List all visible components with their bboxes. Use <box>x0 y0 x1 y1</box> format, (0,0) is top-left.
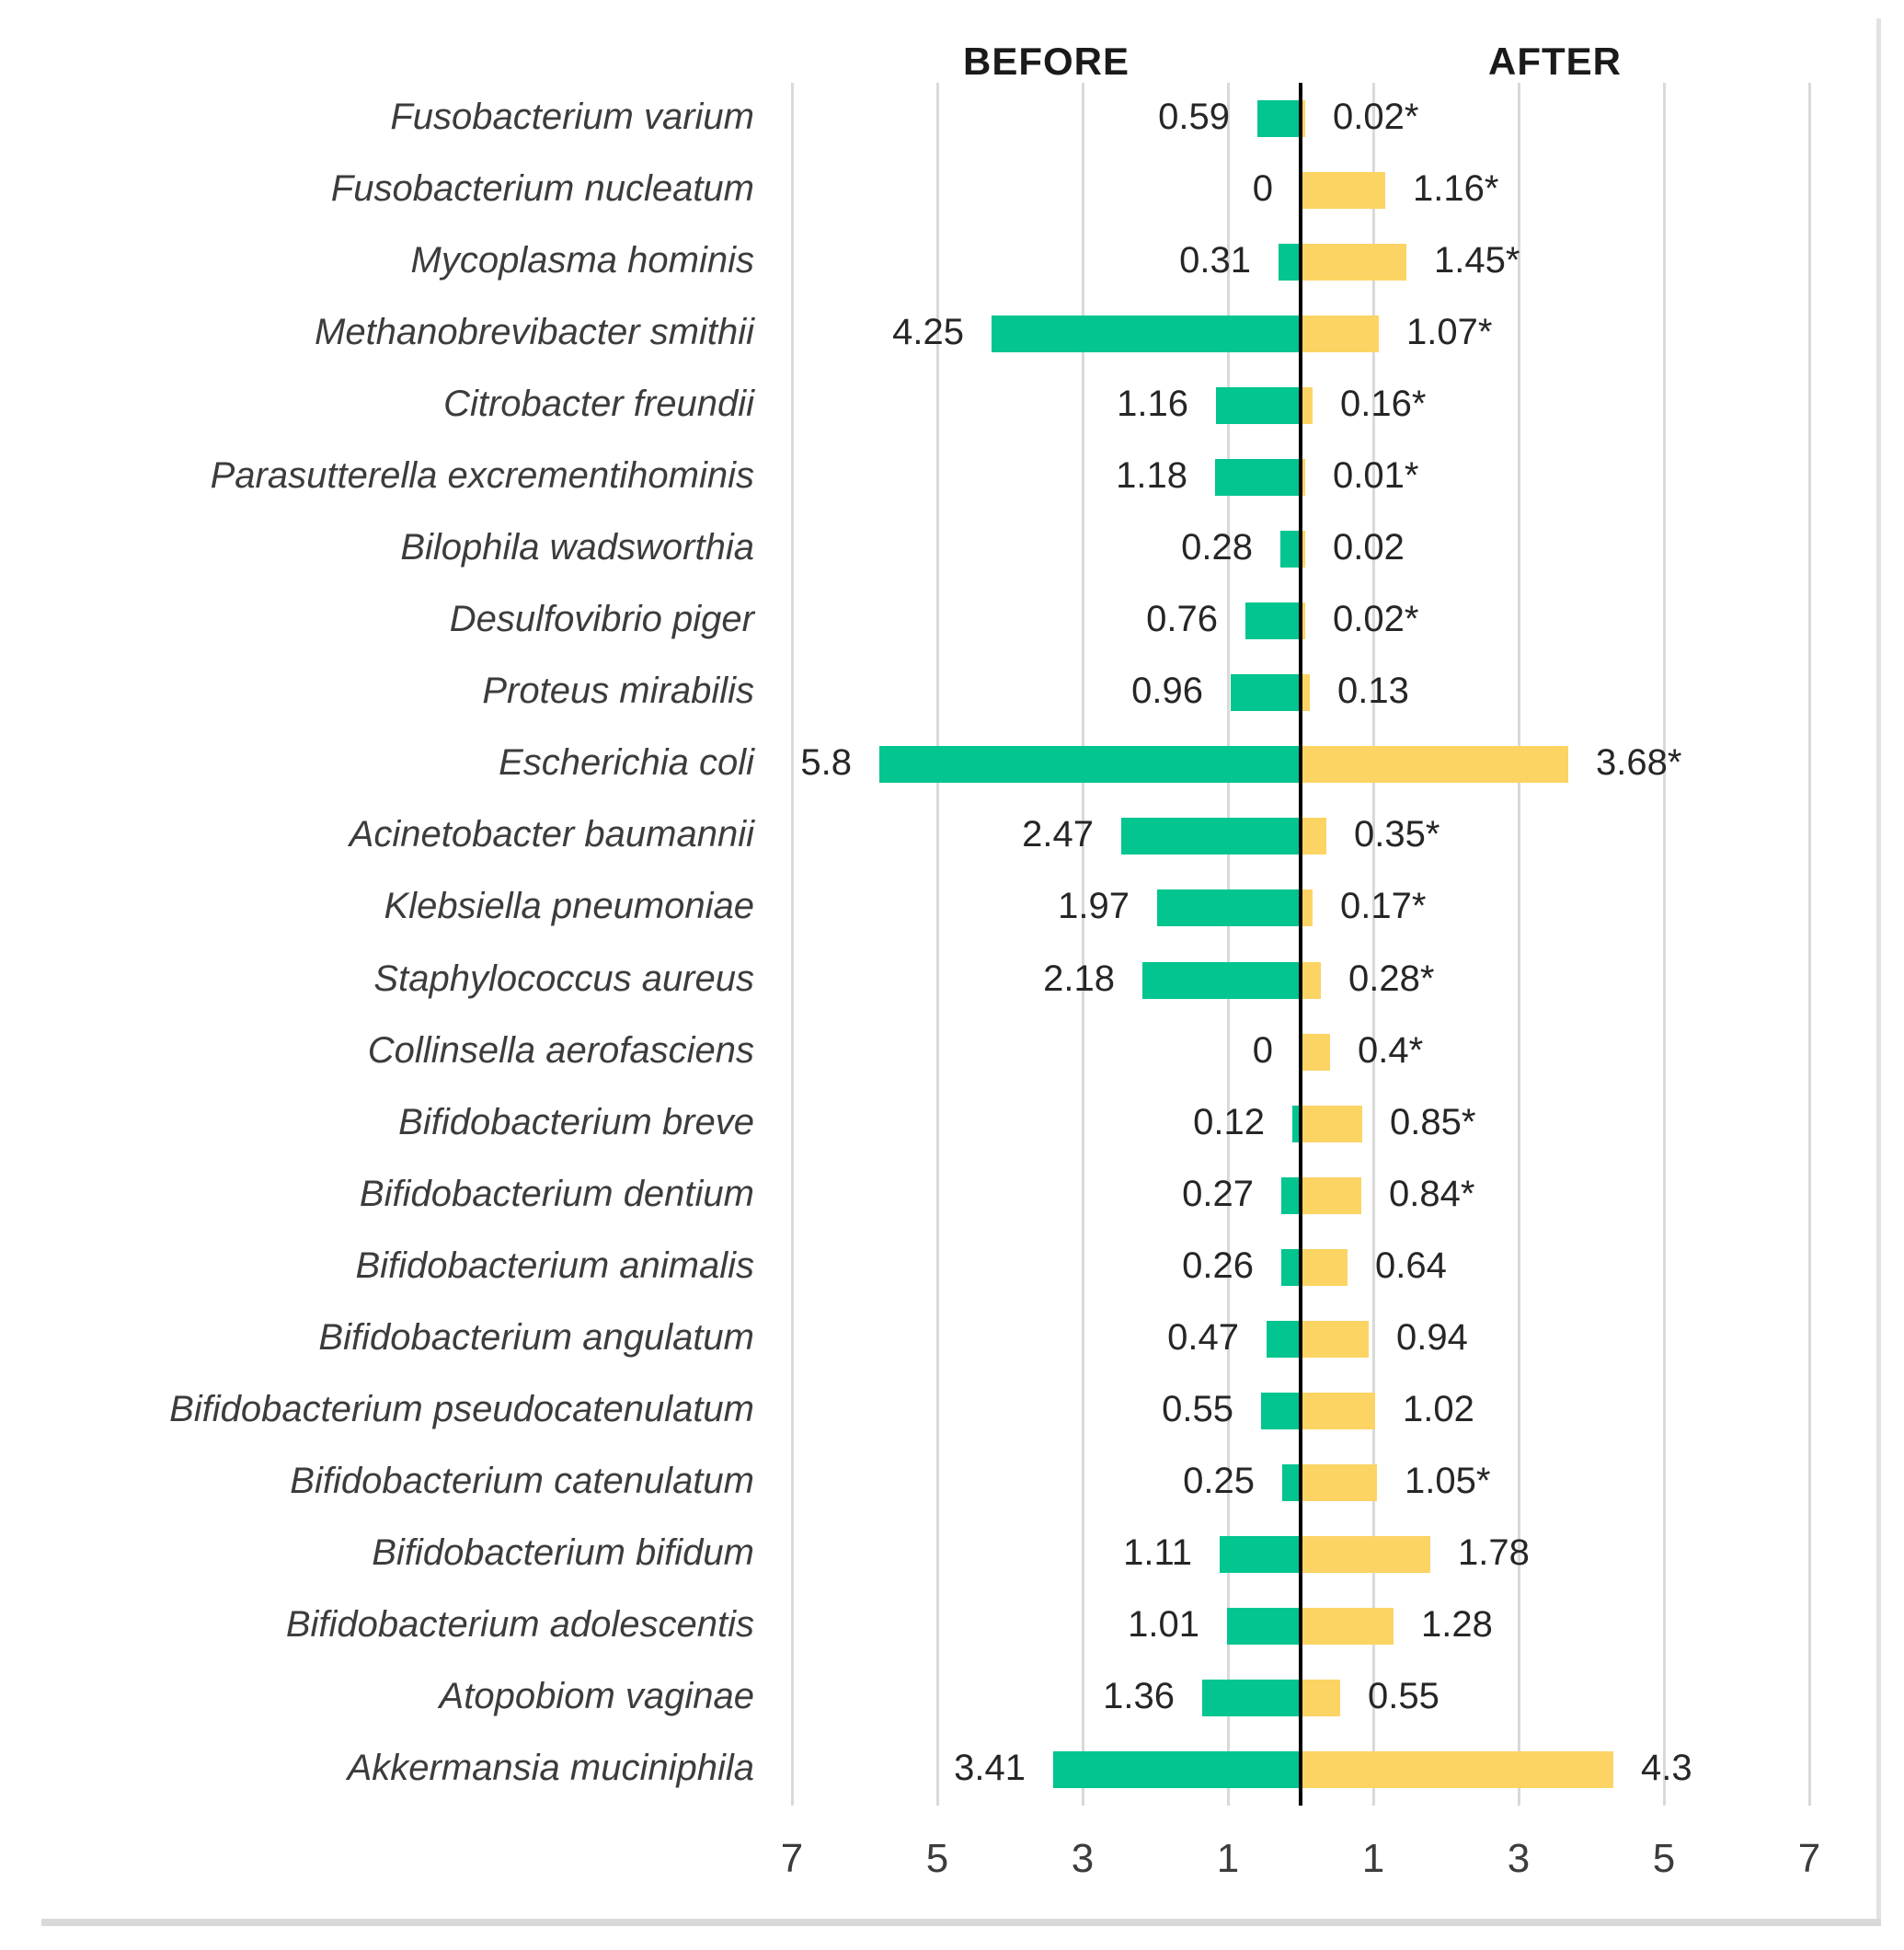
after-value-label: 0.02 <box>1333 527 1405 568</box>
before-value-label: 2.47 <box>1022 814 1094 855</box>
species-label: Bilophila wadsworthia <box>400 527 754 568</box>
before-bar <box>1215 459 1301 496</box>
before-bar <box>1282 1464 1301 1501</box>
before-bar <box>1053 1751 1301 1788</box>
after-value-label: 0.4* <box>1358 1030 1424 1071</box>
before-bar <box>1280 531 1301 568</box>
species-label: Desulfovibrio piger <box>449 599 754 639</box>
before-value-label: 0.76 <box>1146 599 1218 639</box>
before-value-label: 0.55 <box>1162 1389 1233 1429</box>
x-axis-tick-label: 3 <box>1071 1836 1095 1881</box>
species-label: Citrobacter freundii <box>443 384 754 424</box>
after-value-label: 0.01* <box>1333 455 1419 496</box>
before-bar <box>1245 602 1301 639</box>
before-bar <box>1216 387 1301 424</box>
after-value-label: 0.64 <box>1375 1245 1447 1286</box>
after-value-label: 0.84* <box>1389 1174 1475 1214</box>
after-bar <box>1301 1106 1362 1142</box>
series-header-after: AFTER <box>1488 40 1622 83</box>
after-value-label: 1.45* <box>1434 240 1520 281</box>
species-label: Atopobiom vaginae <box>439 1676 754 1716</box>
x-axis-tick-label: 7 <box>780 1836 804 1881</box>
after-value-label: 0.55 <box>1368 1676 1439 1716</box>
before-value-label: 1.18 <box>1116 455 1187 496</box>
after-value-label: 1.28 <box>1421 1604 1493 1645</box>
before-bar <box>1261 1393 1301 1429</box>
species-label: Bifidobacterium breve <box>398 1102 754 1142</box>
after-bar <box>1301 1464 1377 1501</box>
series-header-before: BEFORE <box>962 40 1130 83</box>
after-value-label: 4.3 <box>1641 1748 1692 1788</box>
species-label: Collinsella aerofasciens <box>367 1030 754 1071</box>
species-label: Bifidobacterium adolescentis <box>285 1604 754 1645</box>
before-value-label: 0.28 <box>1181 527 1253 568</box>
x-axis-tick-label: 5 <box>1652 1836 1676 1881</box>
species-label: Proteus mirabilis <box>482 671 754 711</box>
after-value-label: 1.78 <box>1458 1532 1530 1573</box>
after-value-label: 3.68* <box>1596 742 1682 783</box>
species-label: Bifidobacterium catenulatum <box>290 1461 754 1501</box>
species-label: Bifidobacterium dentium <box>359 1174 754 1214</box>
before-bar <box>1267 1321 1301 1358</box>
x-axis-tick-label: 3 <box>1507 1836 1531 1881</box>
after-bar <box>1301 962 1321 999</box>
after-value-label: 0.28* <box>1348 958 1435 999</box>
before-value-label: 3.41 <box>954 1748 1026 1788</box>
species-label: Parasutterella excrementihominis <box>210 455 754 496</box>
after-value-label: 0.35* <box>1354 814 1440 855</box>
after-bar <box>1301 818 1326 855</box>
gridline <box>1808 83 1811 1806</box>
before-bar <box>879 746 1301 783</box>
before-value-label: 0 <box>1252 1030 1273 1071</box>
before-bar <box>1279 244 1301 281</box>
x-axis-tick-label: 1 <box>1361 1836 1385 1881</box>
zero-axis-line <box>1299 83 1302 1806</box>
before-value-label: 0 <box>1252 168 1273 209</box>
page-bottom-border <box>41 1919 1881 1926</box>
before-bar <box>1281 1249 1301 1286</box>
after-bar <box>1301 244 1406 281</box>
before-value-label: 0.31 <box>1179 240 1251 281</box>
species-label: Staphylococcus aureus <box>373 958 754 999</box>
after-value-label: 0.94 <box>1396 1317 1468 1358</box>
before-value-label: 0.59 <box>1158 97 1230 137</box>
after-bar <box>1301 1680 1340 1716</box>
after-bar <box>1301 1034 1330 1071</box>
after-value-label: 0.02* <box>1333 599 1419 639</box>
species-label: Escherichia coli <box>499 742 754 783</box>
before-bar <box>1202 1680 1301 1716</box>
before-value-label: 1.01 <box>1128 1604 1199 1645</box>
before-bar <box>1157 889 1301 926</box>
after-value-label: 1.02 <box>1403 1389 1474 1429</box>
before-value-label: 0.25 <box>1183 1461 1255 1501</box>
before-bar <box>1220 1536 1301 1573</box>
page-right-border <box>1876 18 1881 1924</box>
species-label: Fusobacterium nucleatum <box>330 168 754 209</box>
before-value-label: 0.47 <box>1167 1317 1239 1358</box>
after-value-label: 0.02* <box>1333 97 1419 137</box>
species-label: Methanobrevibacter smithii <box>315 312 754 352</box>
species-label: Akkermansia muciniphila <box>347 1748 754 1788</box>
x-axis-tick-label: 7 <box>1797 1836 1821 1881</box>
species-label: Bifidobacterium angulatum <box>318 1317 754 1358</box>
species-label: Fusobacterium varium <box>390 97 754 137</box>
x-axis-tick-label: 1 <box>1216 1836 1240 1881</box>
before-value-label: 4.25 <box>892 312 964 352</box>
after-value-label: 0.16* <box>1340 384 1427 424</box>
before-bar <box>1121 818 1301 855</box>
after-bar <box>1301 1177 1361 1214</box>
after-bar <box>1301 1536 1430 1573</box>
after-bar <box>1301 172 1385 209</box>
before-value-label: 5.8 <box>800 742 852 783</box>
after-bar <box>1301 1393 1375 1429</box>
before-value-label: 1.97 <box>1058 886 1130 926</box>
after-value-label: 1.05* <box>1405 1461 1491 1501</box>
before-value-label: 2.18 <box>1043 958 1115 999</box>
before-value-label: 0.96 <box>1131 671 1203 711</box>
after-bar <box>1301 315 1379 352</box>
before-bar <box>1142 962 1301 999</box>
after-value-label: 0.17* <box>1340 886 1427 926</box>
before-bar <box>992 315 1301 352</box>
species-label: Klebsiella pneumoniae <box>384 886 754 926</box>
after-value-label: 0.13 <box>1337 671 1409 711</box>
before-value-label: 1.36 <box>1103 1676 1175 1716</box>
after-bar <box>1301 1608 1394 1645</box>
after-value-label: 0.85* <box>1390 1102 1476 1142</box>
before-bar <box>1227 1608 1301 1645</box>
before-value-label: 0.27 <box>1182 1174 1254 1214</box>
before-value-label: 1.16 <box>1117 384 1188 424</box>
before-bar <box>1281 1177 1301 1214</box>
species-label: Bifidobacterium bifidum <box>372 1532 754 1573</box>
before-value-label: 1.11 <box>1123 1532 1192 1573</box>
before-value-label: 0.12 <box>1193 1102 1265 1142</box>
after-value-label: 1.07* <box>1406 312 1493 352</box>
after-bar <box>1301 1321 1369 1358</box>
species-label: Bifidobacterium pseudocatenulatum <box>169 1389 754 1429</box>
after-bar <box>1301 746 1568 783</box>
before-value-label: 0.26 <box>1182 1245 1254 1286</box>
after-bar <box>1301 1249 1348 1286</box>
after-value-label: 1.16* <box>1413 168 1499 209</box>
before-bar <box>1257 100 1301 137</box>
species-label: Bifidobacterium animalis <box>355 1245 754 1286</box>
x-axis-tick-label: 5 <box>925 1836 949 1881</box>
species-label: Mycoplasma hominis <box>410 240 754 281</box>
after-bar <box>1301 1751 1613 1788</box>
species-label: Acinetobacter baumannii <box>349 814 754 855</box>
before-bar <box>1231 674 1301 711</box>
